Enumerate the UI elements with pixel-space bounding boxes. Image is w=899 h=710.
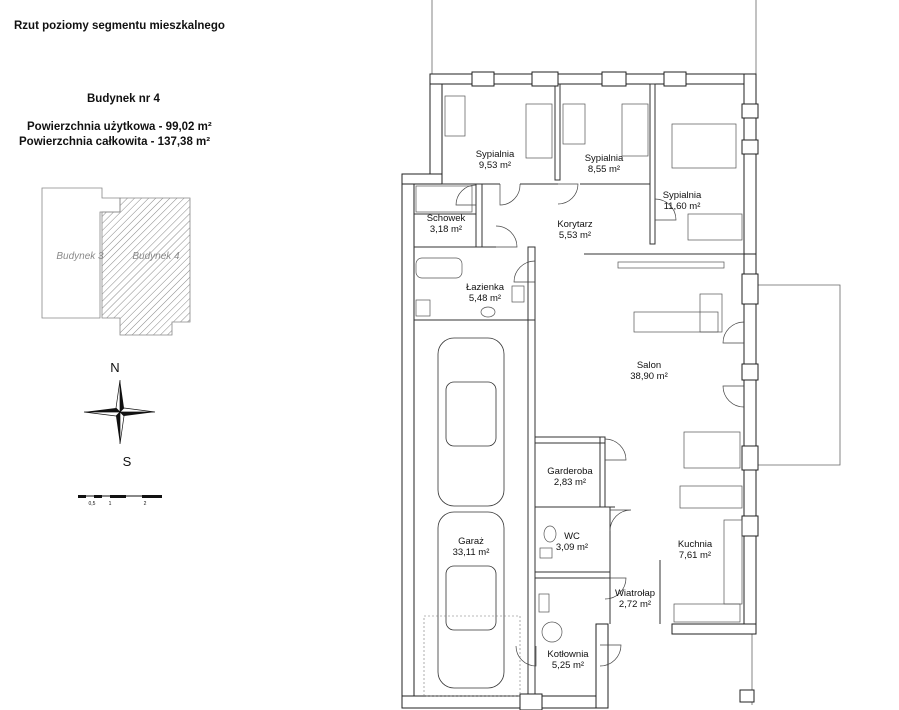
compass-rose	[84, 360, 155, 469]
car-icon	[438, 338, 504, 506]
room-area-boiler-room: 5,25 m²	[551, 660, 585, 671]
room-name-bathroom: Łazienka	[465, 282, 505, 293]
room-name-dressing-room: Garderoba	[547, 466, 593, 477]
desk-icon	[563, 104, 585, 144]
desk-icon	[445, 96, 465, 136]
boiler-room-sink-icon	[539, 594, 549, 612]
bed-icon	[622, 104, 648, 156]
scale-label-one: 1	[108, 501, 112, 507]
room-area-bedroom-1: 9,53 m²	[478, 160, 512, 171]
kitchen-counter-icon	[674, 604, 740, 622]
room-area-storage: 3,18 m²	[429, 224, 463, 235]
room-area-wc: 3,09 m²	[555, 542, 589, 553]
wardrobe-icon	[688, 214, 742, 240]
room-area-bedroom-3: 11,60 m²	[663, 201, 701, 212]
room-area-garage: 33,11 m²	[452, 547, 490, 558]
bed-icon	[526, 104, 552, 158]
building-name: Budynek nr 4	[87, 93, 160, 105]
garage-cars	[424, 338, 520, 696]
room-name-wc: WC	[564, 531, 580, 542]
room-name-kitchen: Kuchnia	[677, 539, 713, 550]
shower-icon	[416, 300, 430, 316]
keyplan-label-building-4: Budynek 4	[132, 251, 180, 262]
room-name-bedroom-1: Sypialnia	[475, 149, 515, 160]
dining-table-icon	[684, 432, 740, 468]
sink-icon	[481, 307, 495, 317]
keyplan-building-4	[102, 198, 190, 335]
boiler-icon	[542, 622, 562, 642]
bathtub-icon	[416, 258, 462, 278]
room-name-bedroom-2: Sypialnia	[584, 153, 624, 164]
room-name-boiler-room: Kotłownia	[547, 649, 589, 660]
plan-title: Rzut poziomy segmentu mieszkalnego	[14, 20, 225, 32]
room-area-living-room: 38,90 m²	[630, 371, 668, 382]
room-name-corridor: Korytarz	[557, 219, 593, 230]
tv-cabinet-icon	[618, 262, 724, 268]
scale-bar	[78, 495, 162, 507]
room-name-vestibule: Wiatrołap	[614, 588, 656, 599]
room-name-garage: Garaż	[458, 536, 484, 547]
toilet-icon	[512, 286, 524, 302]
usable-area: Powierzchnia użytkowa - 99,02 m²	[27, 121, 212, 133]
room-area-corridor: 5,53 m²	[558, 230, 592, 241]
compass-north-label: N	[110, 360, 120, 375]
double-bed-icon	[672, 124, 736, 168]
compass-south-label: S	[122, 454, 132, 469]
total-area: Powierzchnia całkowita - 137,38 m²	[19, 136, 211, 148]
room-area-kitchen: 7,61 m²	[678, 550, 712, 561]
sofa-icon	[634, 312, 718, 332]
armchair-icon	[700, 294, 722, 332]
room-name-storage: Schowek	[426, 213, 466, 224]
room-area-vestibule: 2,72 m²	[618, 599, 652, 610]
keyplan-label-building-3: Budynek 3	[56, 251, 104, 262]
room-name-living-room: Salon	[636, 360, 662, 371]
storage-shelves-icon	[416, 186, 472, 212]
kitchen-counter-side-icon	[724, 520, 742, 604]
room-name-bedroom-3: Sypialnia	[662, 190, 702, 201]
wc-toilet-icon	[544, 526, 556, 542]
room-area-bathroom: 5,48 m²	[468, 293, 502, 304]
wc-sink-icon	[540, 548, 552, 558]
scale-label-two: 2	[143, 501, 147, 507]
room-area-bedroom-2: 8,55 m²	[587, 164, 621, 175]
kitchen-island-icon	[680, 486, 742, 508]
scale-label-half: 0,5	[88, 501, 96, 507]
key-plan	[42, 188, 190, 335]
room-area-dressing-room: 2,83 m²	[553, 477, 587, 488]
